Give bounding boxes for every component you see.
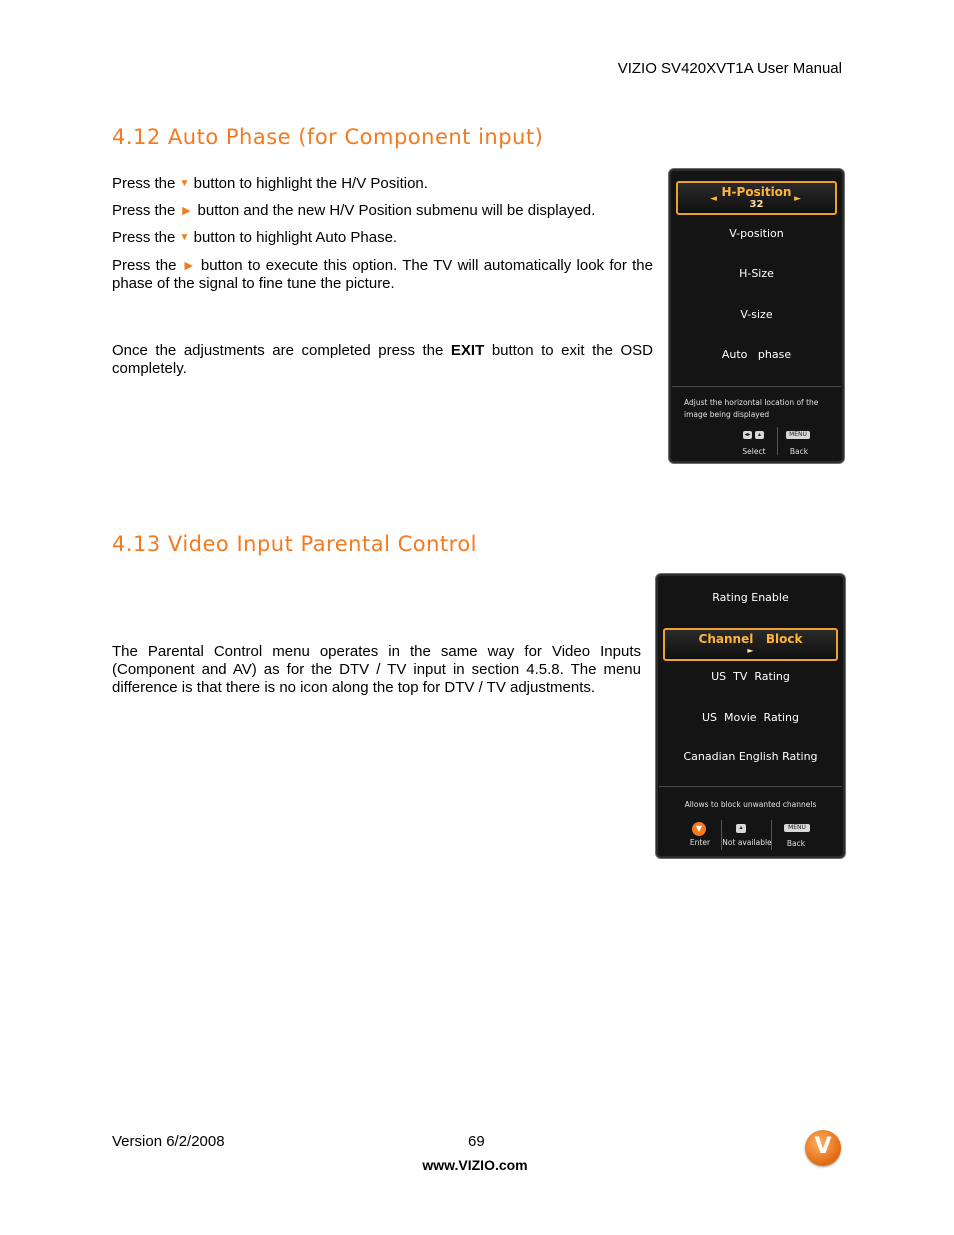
osd-highlight-label: H-Position (721, 185, 792, 199)
osd-highlight-label: Channel Block (698, 632, 803, 646)
menu-key-icon: MENU (786, 431, 810, 439)
footer-url: www.VIZIO.com (422, 1157, 528, 1173)
osd-item-auto-phase: Auto phase (721, 348, 792, 361)
osd-description: Adjust the horizontal location of the image being displayed (684, 398, 819, 419)
instruction-2 (112, 201, 595, 220)
exit-keyword: EXIT (450, 342, 485, 359)
instruction-2-text-b: button and the new H/V Position submenu will be displayed. (193, 202, 596, 219)
instruction-3 (112, 229, 397, 249)
instruction-4-text-b: button to execute this option. The TV will automatically look for the phase of the signal to fine tune the picture. (112, 257, 653, 292)
instruction-1 (112, 175, 428, 195)
osd-highlight-value: 32 (749, 199, 764, 210)
right-arrow-icon: ► (181, 257, 196, 273)
osd-highlight-channel-block (663, 628, 838, 661)
instruction-5-text-b: button to exit the OSD completely. (112, 342, 653, 377)
osd-divider (672, 386, 841, 387)
left-right-key-icon: ◂▸ (744, 431, 751, 438)
osd-description: Allows to block unwanted channels (684, 800, 817, 809)
osd-button-divider (777, 427, 778, 455)
instruction-1-text-b: button to highlight the H/V Position. (189, 175, 428, 192)
footer-page-number: 69 (468, 1133, 485, 1150)
osd-item-v-position: V-position (729, 227, 784, 240)
osd-item-us-movie-rating: US Movie Rating (701, 711, 800, 724)
instruction-1-text-a: Press the (112, 175, 180, 192)
up-down-key-icon: ▴ (755, 431, 764, 439)
vizio-logo-icon (805, 1130, 841, 1166)
down-arrow-icon: ▼ (179, 232, 190, 243)
section-title-auto-phase: 4.12 Auto Phase (for Component input) (112, 125, 544, 149)
down-arrow-icon: ▼ (179, 178, 190, 189)
right-arrow-icon: ► (747, 646, 754, 655)
left-arrow-icon: ◄ (710, 194, 717, 204)
osd-back-label: Back (789, 447, 809, 456)
instruction-5 (112, 342, 653, 378)
instruction-4 (112, 256, 653, 293)
instruction-4-text-a: Press the (112, 257, 182, 274)
right-arrow-icon: ► (794, 194, 801, 204)
instruction-2-text-a: Press the (112, 202, 180, 219)
section-title-parental-control: 4.13 Video Input Parental Control (112, 532, 478, 556)
page-header: VIZIO SV420XVT1A User Manual (617, 60, 842, 77)
osd-item-v-size: V-size (740, 308, 773, 321)
right-arrow-icon: ► (179, 202, 194, 218)
osd-back-label: Back (786, 839, 806, 848)
osd-highlight-h-position (676, 181, 837, 215)
instruction-3-text-b: button to highlight Auto Phase. (189, 229, 398, 246)
osd-not-available-label: Not available (722, 838, 772, 847)
osd-parental-control-menu (655, 573, 846, 859)
osd-item-us-tv-rating: US TV Rating (711, 670, 790, 683)
footer-version: Version 6/2/2008 (112, 1133, 225, 1150)
instruction-5-text-a: Once the adjustments are completed press the (112, 342, 451, 359)
osd-item-rating-enable: Rating Enable (712, 591, 789, 604)
osd-enter-label: Enter (689, 838, 711, 847)
osd-select-label: Select (742, 447, 766, 456)
osd-hv-position-menu (668, 168, 845, 464)
osd-divider (659, 786, 842, 787)
menu-key-icon: MENU (784, 824, 810, 832)
osd-item-h-size: H-Size (739, 267, 774, 280)
instruction-3-text-a: Press the (112, 229, 180, 246)
parental-control-paragraph: The Parental Control menu operates in the same way for Video Inputs (Component and AV) as for the DTV / TV input in section 4.5.8. The menu difference is that there is no icon along the top for DTV / TV adjustments. (112, 643, 641, 696)
vizio-logo-letter: V (814, 1134, 832, 1159)
osd-item-canadian-english-rating: Canadian English Rating (683, 750, 818, 763)
enter-key-icon: ▼ (692, 822, 706, 836)
up-key-icon: ▴ (736, 824, 746, 833)
